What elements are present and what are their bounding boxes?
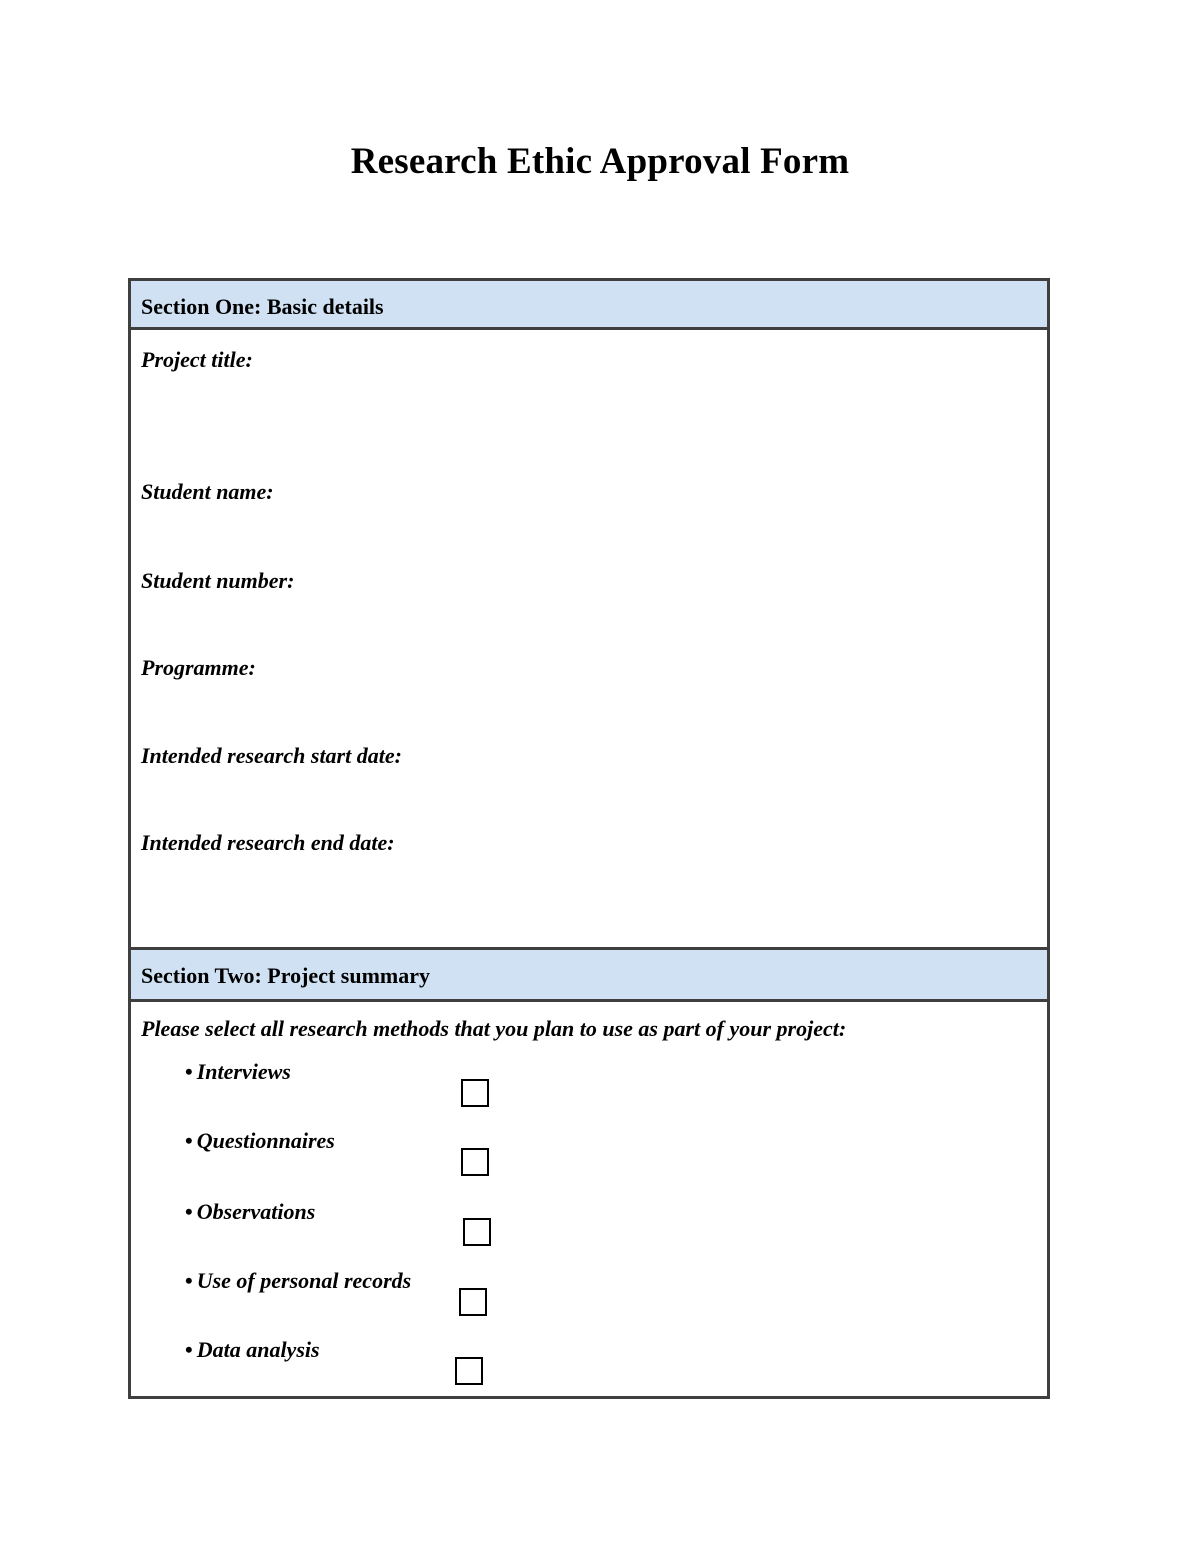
personal-records-checkbox[interactable] — [459, 1288, 487, 1316]
ethics-form — [128, 278, 1050, 1399]
method-questionnaires — [185, 1128, 335, 1154]
methods-prompt: Please select all research methods that you plan to use as part of your project: — [141, 1016, 847, 1041]
method-personal-records — [185, 1268, 411, 1294]
programme-label: Programme: — [141, 655, 256, 680]
observations-checkbox[interactable] — [463, 1218, 491, 1246]
section-one-header — [131, 281, 1047, 330]
section-one-title: Section One: Basic details — [141, 294, 384, 319]
bullet-icon: • — [185, 1268, 193, 1293]
section-two-header — [131, 947, 1047, 1002]
questionnaires-checkbox[interactable] — [461, 1148, 489, 1176]
method-label: Questionnaires — [196, 1128, 335, 1153]
student-name-label: Student name: — [141, 479, 274, 504]
bullet-icon: • — [185, 1128, 193, 1153]
bullet-icon: • — [185, 1059, 193, 1084]
interviews-checkbox[interactable] — [461, 1079, 489, 1107]
method-label: Observations — [196, 1199, 316, 1224]
method-data-analysis — [185, 1337, 320, 1363]
method-observations — [185, 1199, 315, 1225]
method-label: Use of personal records — [196, 1268, 412, 1293]
bullet-icon: • — [185, 1199, 193, 1224]
start-date-label: Intended research start date: — [141, 743, 402, 768]
bullet-icon: • — [185, 1337, 193, 1362]
end-date-label: Intended research end date: — [141, 830, 395, 855]
method-label: Interviews — [196, 1059, 291, 1084]
page-title: Research Ethic Approval Form — [350, 141, 850, 182]
project-title-label: Project title: — [141, 347, 253, 372]
data-analysis-checkbox[interactable] — [455, 1357, 483, 1385]
method-label: Data analysis — [196, 1337, 320, 1362]
method-interviews — [185, 1059, 291, 1085]
student-number-label: Student number: — [141, 568, 295, 593]
section-two-title: Section Two: Project summary — [141, 963, 430, 988]
